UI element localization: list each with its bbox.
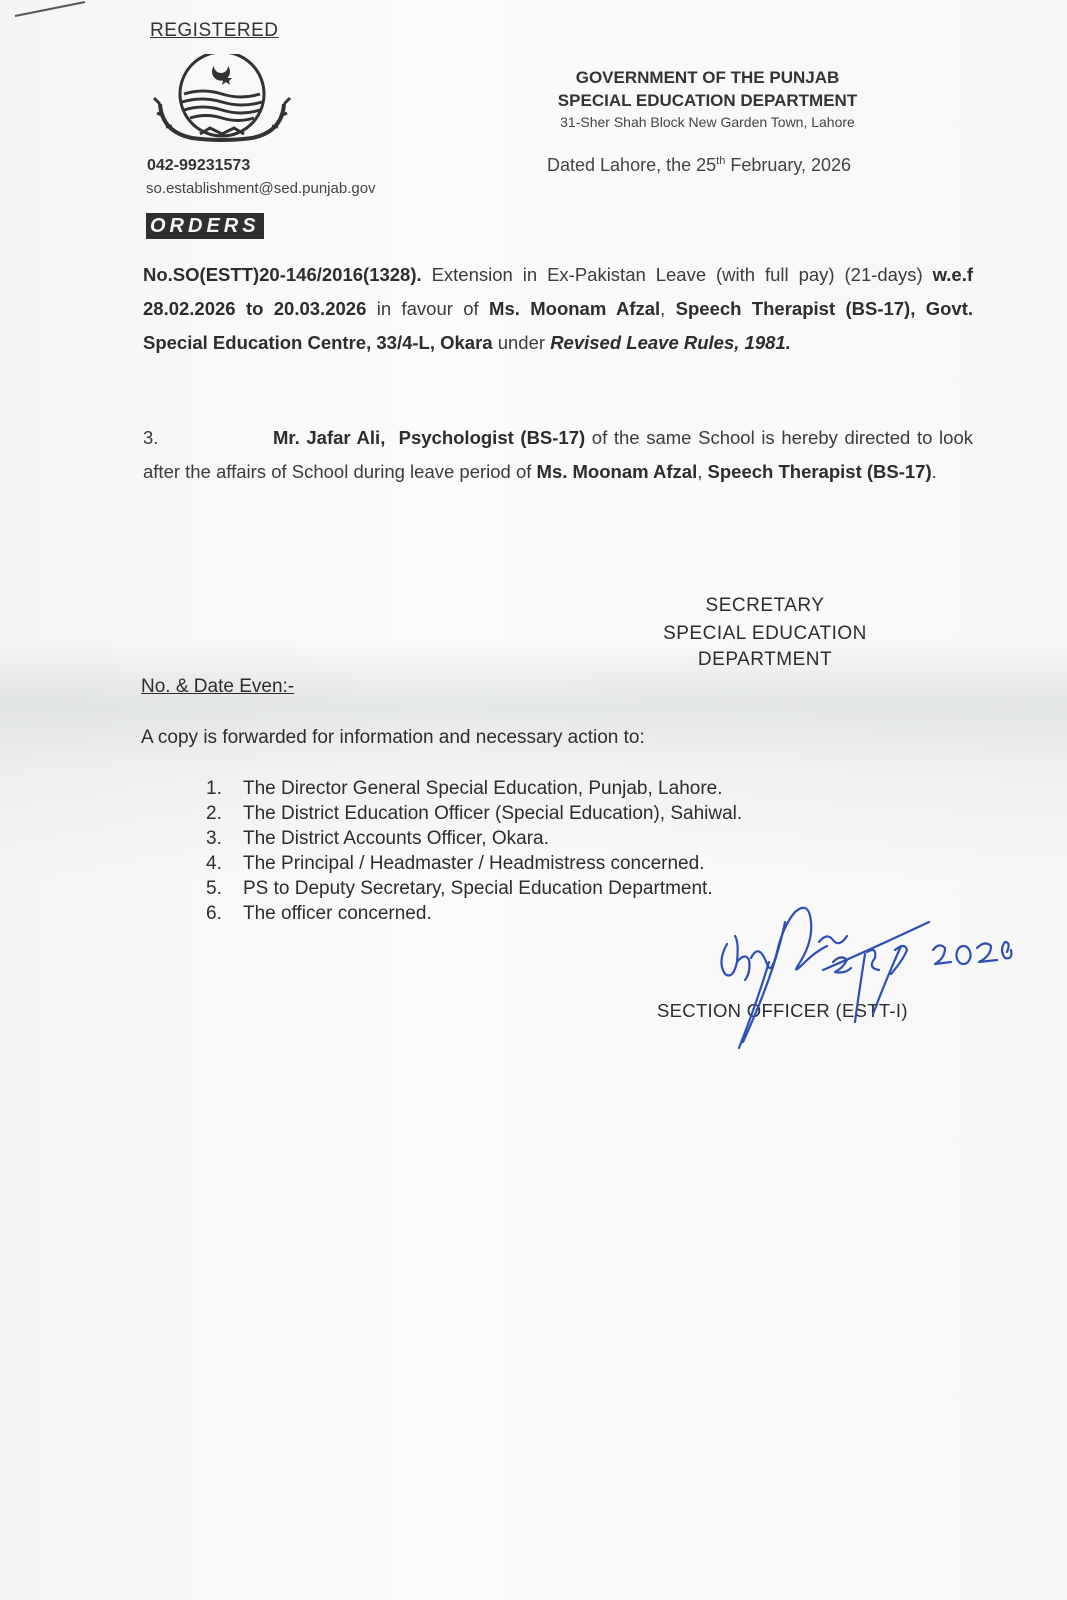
department-address: 31-Sher Shah Block New Garden Town, Lahore	[560, 114, 855, 130]
order-paragraph-3: 3. Mr. Jafar Ali, Psychologist (BS-17) of the same School is hereby directed to look after the affairs of School during leave period of Ms. Moonam Afzal, Speech Therapist (BS-17).	[143, 427, 973, 482]
pen-scratch-mark	[10, 0, 90, 20]
secretary-dept-line-2: DEPARTMENT	[697, 649, 833, 670]
secretary-dept-line-1: SPECIAL EDUCATION	[663, 623, 867, 644]
list-item: 2. The District Education Officer (Special Education), Sahiwal.	[206, 803, 743, 824]
section-officer-title: SECTION OFFICER (ESTT-I)	[657, 1000, 908, 1021]
no-date-even-heading: No. & Date Even:-	[141, 676, 295, 697]
list-item: 4. The Principal / Headmaster / Headmistress concerned.	[206, 853, 705, 874]
orders-heading: ORDERS	[146, 213, 264, 239]
registered-label: REGISTERED	[150, 20, 279, 41]
order-paragraph-1: No.SO(ESTT)20-146/2016(1328). Extension in Ex-Pakistan Leave (with full pay) (21-days) w.e.f 28.02.2026 to 20.03.2026 in favour of Ms. Moonam Afzal, Speech Therapist (BS-17), Govt. Special Education Centre, 33/4-L, Okara under Revised Leave Rules, 1981.	[143, 264, 973, 353]
list-item: 6. The officer concerned.	[206, 903, 432, 924]
email-address: so.establishment@sed.punjab.gov	[146, 180, 376, 197]
government-title: GOVERNMENT OF THE PUNJAB	[575, 68, 840, 87]
secretary-title: SECRETARY	[705, 595, 825, 616]
list-item: 1. The Director General Special Education, Punjab, Lahore.	[206, 778, 723, 799]
dated-line: Dated Lahore, the 25th February, 2026	[547, 155, 852, 175]
punjab-government-emblem-icon	[152, 54, 292, 146]
handwritten-signature	[715, 902, 1035, 1072]
list-item: 5. PS to Deputy Secretary, Special Education Department.	[206, 878, 713, 899]
copy-forwarded-text: A copy is forwarded for information and necessary action to:	[141, 727, 645, 748]
recipient-list	[206, 776, 742, 926]
department-title: SPECIAL EDUCATION DEPARTMENT	[557, 91, 858, 110]
list-item: 3. The District Accounts Officer, Okara.	[206, 828, 549, 849]
phone-number: 042-99231573	[147, 157, 251, 174]
